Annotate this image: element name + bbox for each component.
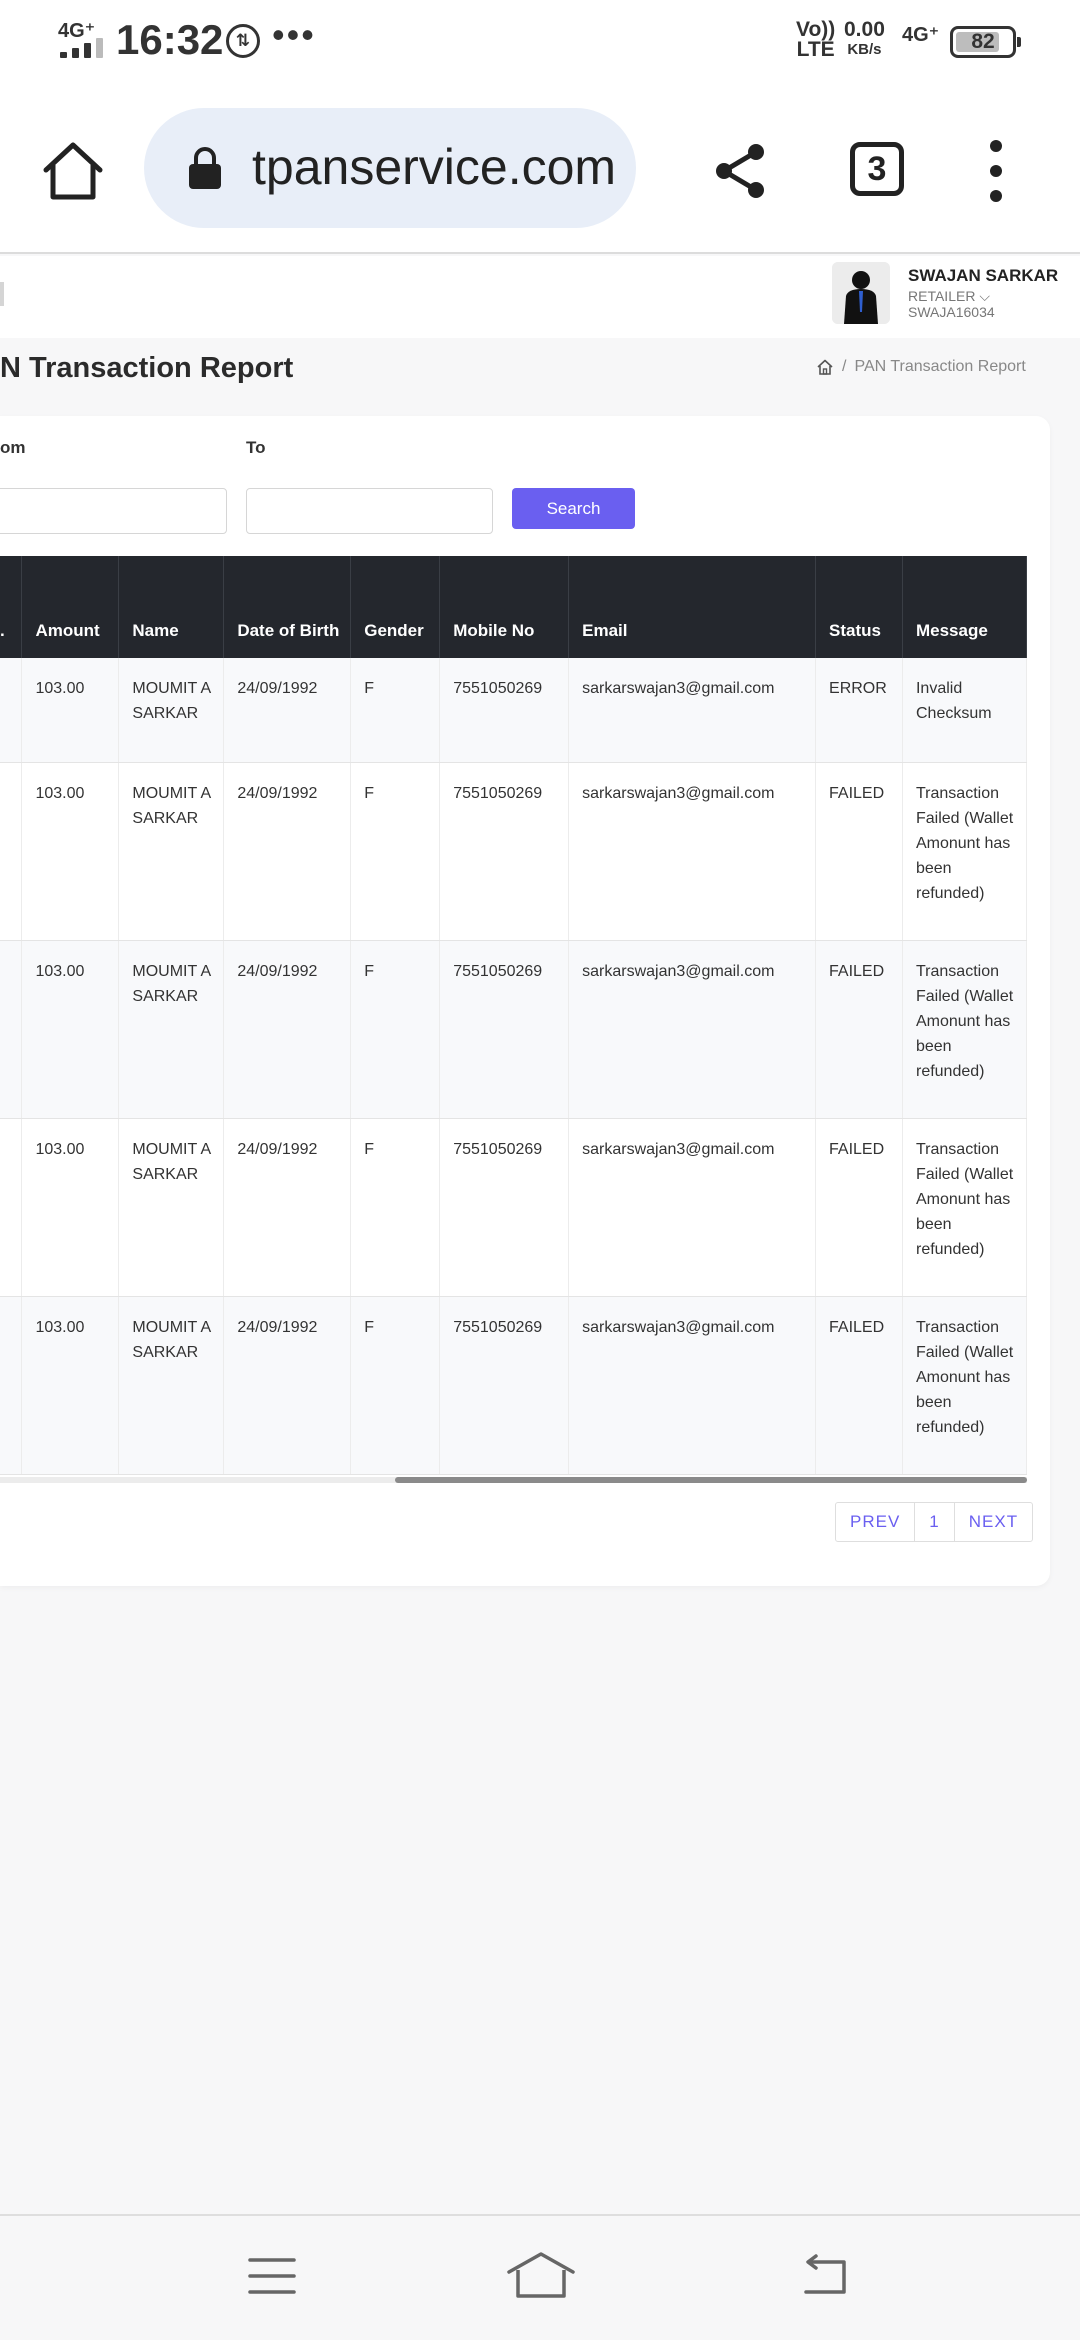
browser-toolbar — [0, 88, 1080, 254]
cell-status: FAILED — [816, 762, 903, 940]
column-header: . — [0, 556, 22, 658]
cell-amount: 103.00 — [22, 940, 119, 1118]
cell-name: MOUMIT A SARKAR — [119, 1118, 224, 1296]
column-header-status: Status — [816, 556, 903, 658]
cell-dob: 24/09/1992 — [224, 1296, 351, 1474]
column-header-name: Name — [119, 556, 224, 658]
table-row — [0, 940, 1027, 1118]
table-row — [0, 1118, 1027, 1296]
lock-icon — [186, 146, 224, 190]
cell-amount: 103.00 — [22, 1118, 119, 1296]
prev-page-button[interactable]: PREV — [836, 1503, 915, 1541]
transactions-table-scroll[interactable] — [0, 556, 1027, 1496]
breadcrumb-separator: / — [842, 358, 847, 375]
from-date-label: om — [0, 438, 26, 457]
cell-dob: 24/09/1992 — [224, 1118, 351, 1296]
cell-mobile: 7551050269 — [440, 1118, 569, 1296]
cell-status: FAILED — [816, 1118, 903, 1296]
menu-icon[interactable] — [248, 2256, 296, 2296]
cell-message: Transaction Failed (Wallet Amonunt has been refunded) — [902, 1118, 1026, 1296]
from-date-input[interactable] — [0, 488, 227, 534]
app-header — [0, 256, 1080, 338]
cell-gender: F — [351, 1118, 440, 1296]
user-id: SWAJA16034 — [908, 304, 995, 320]
column-header-gender: Gender — [351, 556, 440, 658]
net-speed-value: 0.00 — [844, 18, 885, 41]
cell-name: MOUMIT A SARKAR — [119, 658, 224, 762]
cell-message: Transaction Failed (Wallet Amonunt has been refunded) — [902, 940, 1026, 1118]
cell-status: FAILED — [816, 1296, 903, 1474]
net-speed-unit: KB/s — [847, 41, 882, 58]
home-icon[interactable] — [40, 138, 106, 204]
cell-name: MOUMIT A SARKAR — [119, 1296, 224, 1474]
battery-icon — [950, 26, 1016, 58]
cell-mobile: 7551050269 — [440, 940, 569, 1118]
table-row — [0, 658, 1027, 762]
column-header-mobile: Mobile No — [440, 556, 569, 658]
system-navigation-bar — [0, 2214, 1080, 2340]
to-date-label: To — [246, 438, 266, 457]
to-date-input[interactable] — [246, 488, 493, 534]
cell-name: MOUMIT A SARKAR — [119, 762, 224, 940]
transactions-table — [0, 556, 1027, 1475]
network-type-right: 4G⁺ — [902, 24, 940, 46]
cell-gender: F — [351, 940, 440, 1118]
cell-status: FAILED — [816, 940, 903, 1118]
avatar[interactable] — [832, 262, 890, 324]
page-title: N Transaction Report — [0, 352, 294, 384]
cell-edge — [0, 1296, 22, 1474]
cell-dob: 24/09/1992 — [224, 762, 351, 940]
column-header-amount: Amount — [22, 556, 119, 658]
volte-indicator — [796, 20, 835, 60]
cell-mobile: 7551050269 — [440, 762, 569, 940]
cell-name: MOUMIT A SARKAR — [119, 940, 224, 1118]
cell-email: sarkarswajan3@gmail.com — [569, 940, 816, 1118]
breadcrumb-current: PAN Transaction Report — [854, 358, 1026, 375]
cell-mobile: 7551050269 — [440, 658, 569, 762]
cell-edge — [0, 1118, 22, 1296]
next-page-button[interactable]: NEXT — [968, 1512, 1019, 1531]
column-header-email: Email — [569, 556, 816, 658]
search-button[interactable]: Search — [512, 488, 635, 529]
cell-status: ERROR — [816, 658, 903, 762]
cell-amount: 103.00 — [22, 658, 119, 762]
page-1-button[interactable]: 1 — [915, 1503, 954, 1541]
user-name[interactable]: SWAJAN SARKAR — [908, 266, 1059, 285]
network-type: 4G⁺ — [58, 20, 96, 42]
report-card — [0, 416, 1050, 1586]
clock: 16:32 — [116, 16, 224, 63]
share-icon[interactable] — [712, 142, 768, 200]
pagination — [835, 1502, 1033, 1542]
data-saver-icon: ⇅ — [226, 24, 260, 58]
address-bar[interactable] — [144, 108, 636, 228]
more-vert-icon[interactable] — [988, 140, 1004, 202]
cell-dob: 24/09/1992 — [224, 658, 351, 762]
cell-email: sarkarswajan3@gmail.com — [569, 658, 816, 762]
cell-gender: F — [351, 762, 440, 940]
cell-email: sarkarswajan3@gmail.com — [569, 762, 816, 940]
cell-mobile: 7551050269 — [440, 1296, 569, 1474]
cell-email: sarkarswajan3@gmail.com — [569, 1296, 816, 1474]
table-row — [0, 762, 1027, 940]
table-header-row — [0, 556, 1027, 658]
status-bar — [0, 0, 1080, 88]
column-header-dob: Date of Birth — [224, 556, 351, 658]
user-role-dropdown[interactable]: RETAILER ⌵ — [908, 288, 990, 304]
cell-edge — [0, 762, 22, 940]
battery-level: 82 — [971, 30, 995, 53]
volte-bottom: LTE — [796, 38, 835, 61]
cell-edge — [0, 940, 22, 1118]
cell-edge — [0, 658, 22, 762]
signal-icon — [60, 38, 103, 58]
cell-message: Transaction Failed (Wallet Amonunt has been refunded) — [902, 1296, 1026, 1474]
cell-gender: F — [351, 1296, 440, 1474]
back-icon[interactable] — [796, 2254, 850, 2298]
cell-gender: F — [351, 658, 440, 762]
cell-message: Invalid Checksum — [902, 658, 1026, 762]
tabs-icon[interactable]: 3 — [850, 142, 904, 196]
net-speed — [844, 20, 885, 60]
header-edge — [0, 282, 4, 306]
cell-dob: 24/09/1992 — [224, 940, 351, 1118]
url-text[interactable]: tpanservice.com — [252, 139, 617, 195]
home-icon[interactable] — [506, 2250, 576, 2300]
cell-amount: 103.00 — [22, 1296, 119, 1474]
breadcrumb — [816, 358, 1026, 376]
cell-amount: 103.00 — [22, 762, 119, 940]
cell-email: sarkarswajan3@gmail.com — [569, 1118, 816, 1296]
cell-message: Transaction Failed (Wallet Amonunt has been refunded) — [902, 762, 1026, 940]
table-row — [0, 1296, 1027, 1474]
table-horizontal-scrollbar[interactable] — [0, 1477, 1027, 1483]
volte-top: Vo)) — [796, 18, 836, 41]
home-icon[interactable] — [816, 358, 834, 376]
column-header-message: Message — [902, 556, 1026, 658]
scrollbar-thumb[interactable] — [395, 1477, 1027, 1483]
more-notifications-icon: ••• — [272, 14, 316, 55]
